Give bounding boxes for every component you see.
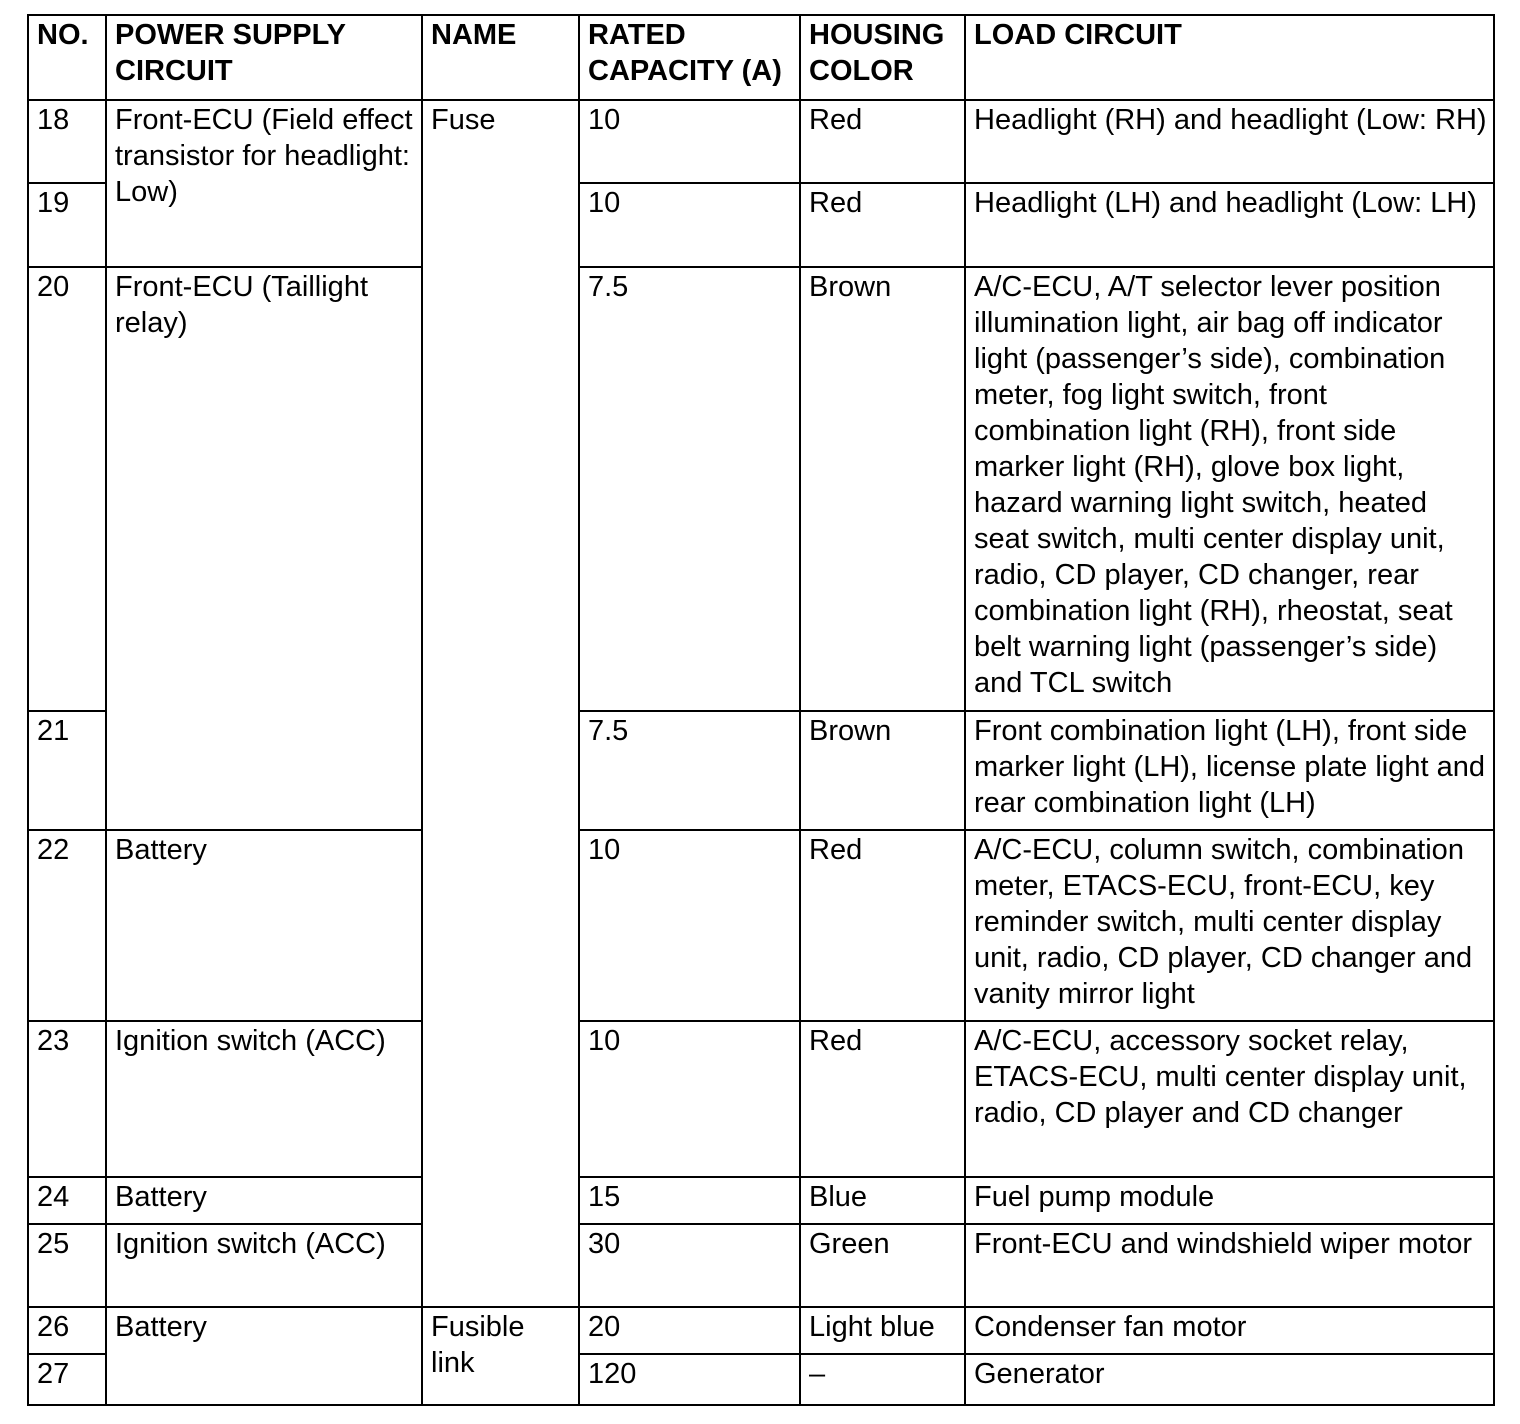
cell-color: Light blue xyxy=(800,1307,965,1354)
table-row xyxy=(28,1021,1494,1177)
cell-load: A/C-ECU, A/T selector lever position illumination light, air bag off indicator light (passenger’s side), combination meter, fog light switch, front combination light (RH), front side marker light (RH), glove box light, hazard warning light switch, heated seat switch, multi center display unit, radio, CD player, CD changer, rear combination light (RH), rheostat, seat belt warning light (passenger’s side) and TCL switch xyxy=(965,267,1494,711)
cell-load: A/C-ECU, accessory socket relay, ETACS-ECU, multi center display unit, radio, CD player and CD changer xyxy=(965,1021,1494,1177)
cell-load: Condenser fan motor xyxy=(965,1307,1494,1354)
cell-no: 25 xyxy=(28,1224,106,1307)
cell-load: Front combination light (LH), front side marker light (LH), license plate light and rear combination light (LH) xyxy=(965,711,1494,830)
cell-capacity: 120 xyxy=(579,1354,800,1405)
cell-power-supply: Battery xyxy=(106,830,422,1021)
header-power-supply: POWER SUPPLY CIRCUIT xyxy=(106,15,422,100)
cell-load: Fuel pump module xyxy=(965,1177,1494,1224)
fuse-table xyxy=(27,14,1495,1406)
cell-capacity: 20 xyxy=(579,1307,800,1354)
header-housing-color: HOUSING COLOR xyxy=(800,15,965,100)
cell-load: Headlight (RH) and headlight (Low: RH) xyxy=(965,100,1494,183)
cell-capacity: 10 xyxy=(579,830,800,1021)
cell-color: – xyxy=(800,1354,965,1405)
cell-no: 21 xyxy=(28,711,106,830)
cell-power-supply: Battery xyxy=(106,1307,422,1405)
cell-load: Front-ECU and windshield wiper motor xyxy=(965,1224,1494,1307)
table-row xyxy=(28,1224,1494,1307)
table-row xyxy=(28,267,1494,711)
table-row xyxy=(28,1307,1494,1354)
cell-power-supply: Front-ECU (Field effect transistor for headlight: Low) xyxy=(106,100,422,267)
cell-no: 18 xyxy=(28,100,106,183)
cell-no: 20 xyxy=(28,267,106,711)
cell-load: A/C-ECU, column switch, combination meter, ETACS-ECU, front-ECU, key reminder switch, multi center display unit, radio, CD player, CD changer and vanity mirror light xyxy=(965,830,1494,1021)
cell-color: Brown xyxy=(800,711,965,830)
cell-name: Fusible link xyxy=(422,1307,579,1405)
cell-power-supply: Ignition switch (ACC) xyxy=(106,1021,422,1177)
table-row xyxy=(28,830,1494,1021)
cell-power-supply: Ignition switch (ACC) xyxy=(106,1224,422,1307)
cell-no: 19 xyxy=(28,183,106,267)
header-rated-capacity: RATED CAPACITY (A) xyxy=(579,15,800,100)
cell-color: Green xyxy=(800,1224,965,1307)
cell-capacity: 10 xyxy=(579,183,800,267)
cell-color: Red xyxy=(800,1021,965,1177)
cell-no: 27 xyxy=(28,1354,106,1405)
cell-capacity: 7.5 xyxy=(579,267,800,711)
cell-no: 24 xyxy=(28,1177,106,1224)
cell-no: 22 xyxy=(28,830,106,1021)
cell-no: 26 xyxy=(28,1307,106,1354)
cell-color: Brown xyxy=(800,267,965,711)
cell-no: 23 xyxy=(28,1021,106,1177)
header-row xyxy=(28,15,1494,100)
cell-power-supply: Front-ECU (Taillight relay) xyxy=(106,267,422,830)
header-load-circuit: LOAD CIRCUIT xyxy=(965,15,1494,100)
header-name: NAME xyxy=(422,15,579,100)
cell-color: Red xyxy=(800,183,965,267)
cell-load: Generator xyxy=(965,1354,1494,1405)
header-no: NO. xyxy=(28,15,106,100)
cell-load: Headlight (LH) and headlight (Low: LH) xyxy=(965,183,1494,267)
cell-capacity: 30 xyxy=(579,1224,800,1307)
cell-power-supply: Battery xyxy=(106,1177,422,1224)
cell-name: Fuse xyxy=(422,100,579,1307)
table-row xyxy=(28,100,1494,183)
cell-color: Blue xyxy=(800,1177,965,1224)
cell-capacity: 7.5 xyxy=(579,711,800,830)
table-row xyxy=(28,1177,1494,1224)
cell-color: Red xyxy=(800,100,965,183)
cell-capacity: 10 xyxy=(579,1021,800,1177)
cell-capacity: 15 xyxy=(579,1177,800,1224)
cell-capacity: 10 xyxy=(579,100,800,183)
cell-color: Red xyxy=(800,830,965,1021)
